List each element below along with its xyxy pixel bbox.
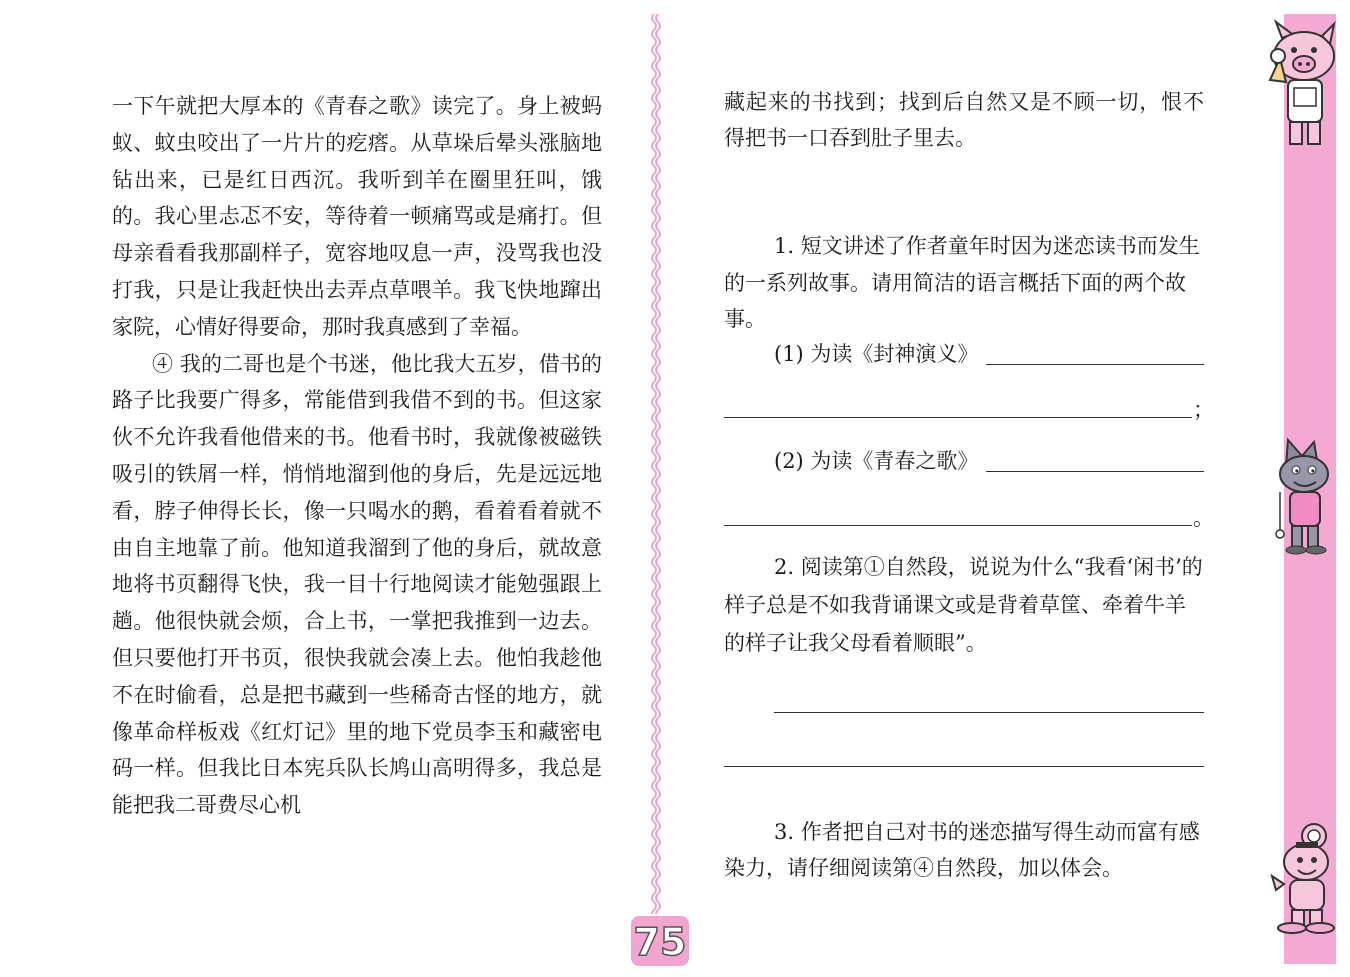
right-text-continuation [724, 84, 1204, 156]
answer-line-q1b-1[interactable] [986, 471, 1204, 472]
answer-line-q2-2[interactable] [724, 766, 1204, 767]
question-2: 2. 阅读第①自然段，说说为什么“我看‘闲书’的样子总是不如我背诵课文或是背着草筐、牵着牛羊的样子让我父母看着顺眼”。 [724, 555, 1203, 655]
answer-line-q2-1[interactable] [774, 712, 1204, 713]
wavy-divider [648, 14, 668, 914]
left-text-column [112, 88, 602, 824]
paragraph-continued: 一下午就把大厚本的《青春之歌》读完了。身上被蚂蚁、蚊虫咬出了一片片的疙瘩。从草垛后晕头涨脑地钻出来，已是红日西沉。我听到羊在圈里狂叫，饿的。我心里忐忑不安，等待着一顿痛骂或是痛打。但母亲看看我那副样子，宽容地叹息一声，没骂我也没打我，只是让我赶快出去弄点草喂羊。我飞快地蹿出家院，心情好得要命，那时我真感到了幸福。 [112, 94, 602, 339]
q1-b-end-mark: 。 [1193, 506, 1214, 530]
answer-line-q1a-2[interactable] [724, 417, 1192, 418]
pig-mascot-icon [1252, 18, 1342, 153]
q1-b-label: (2) 为读《青春之歌》 [774, 449, 979, 473]
q1-a-end-mark: ； [1193, 398, 1214, 422]
paragraph-4: ④ 我的二哥也是个书迷，他比我大五岁，借书的路子比我要广得多，常能借到我借不到的书。但这家伙不允许我看他借来的书。他看书时，我就像被磁铁吸引的铁屑一样，悄悄地溜到他的身后，先是远远地看，脖子伸得长长，像一只喝水的鹅，看着看着就不由自主地靠了前。他知道我溜到了他的身后，就故意地将书页翻得飞快，我一目十行地阅读才能勉强跟上趟。他很快就会烦，合上书，一掌把我推到一边去。但只要他打开书页，很快我就会凑上去。他怕我趁他不在时偷看，总是把书藏到一些稀奇古怪的地方，就像革命样板戏《红灯记》里的地下党员李玉和藏密电码一样。但我比日本宪兵队长鸠山高明得多，我总是能把我二哥费尽心机 [112, 351, 602, 818]
answer-line-q1a-1[interactable] [986, 364, 1204, 365]
wolf-mascot-icon [1258, 436, 1346, 556]
q1-a-label: (1) 为读《封神演义》 [774, 342, 979, 366]
question-3: 3. 作者把自己对书的迷恋描写得生动而富有感染力，请仔细阅读第④自然段，加以体会。 [724, 820, 1200, 880]
page-number: 75 [633, 920, 687, 964]
answer-line-q1b-2[interactable] [724, 525, 1192, 526]
mouse-mascot-icon [1262, 822, 1348, 934]
paragraph-end: 藏起来的书找到；找到后自然又是不顾一切，恨不得把书一口吞到肚子里去。 [724, 90, 1204, 150]
question-1: 1. 短文讲述了作者童年时因为迷恋读书而发生的一系列故事。请用简洁的语言概括下面的两个故事。 [724, 234, 1200, 331]
page-number-badge [631, 916, 689, 966]
